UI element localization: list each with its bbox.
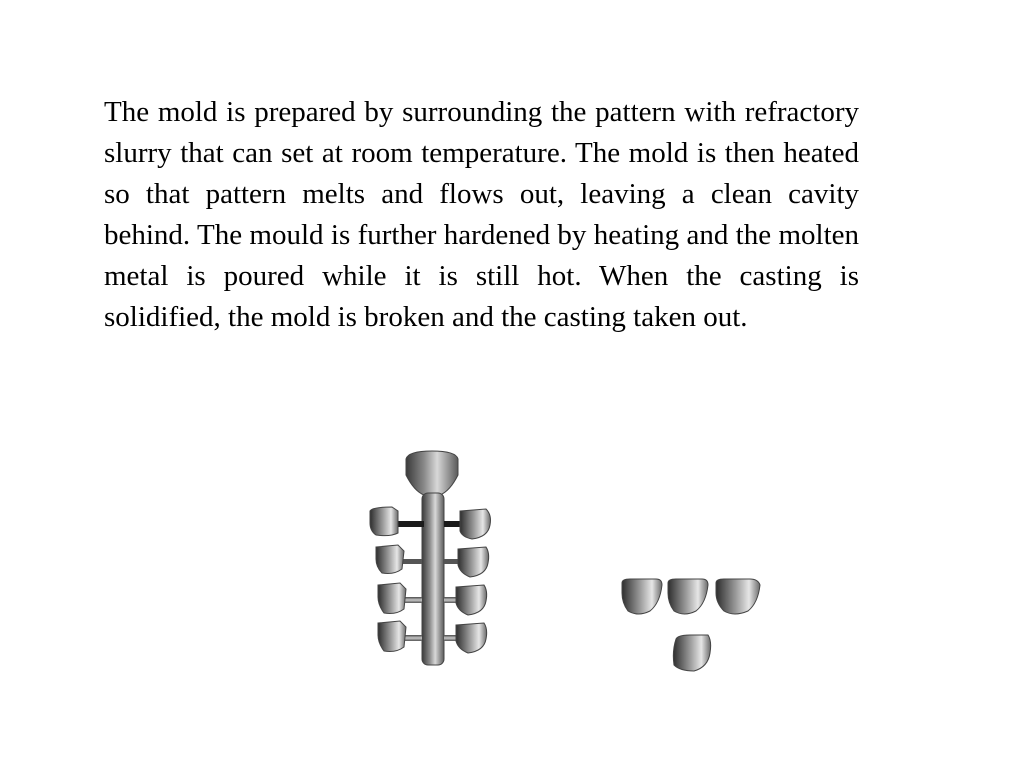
casting-tree-icon [370, 451, 491, 665]
separated-part-1 [622, 579, 662, 614]
casting-diagram [360, 445, 780, 680]
tree-part-left-3 [378, 583, 422, 614]
separated-castings-icon [622, 579, 760, 671]
separated-part-4 [673, 635, 710, 671]
tree-part-right-1 [444, 509, 491, 539]
tree-part-right-2 [444, 547, 489, 577]
tree-part-right-4 [444, 623, 487, 653]
separated-part-3 [716, 579, 760, 614]
separated-part-2 [668, 579, 708, 614]
tree-part-left-4 [378, 621, 422, 652]
tree-part-right-3 [444, 585, 487, 615]
body-paragraph: The mold is prepared by surrounding the pattern with refractory slurry that can set at room temperature. The mold is then heated so that pattern melts and flows out, leaving a clean cavity behind. The mould is further hardened by heating and the molten metal is poured while it is still hot. When the casting is solidified, the mold is broken and the casting taken out. [104, 96, 859, 333]
tree-part-left-1 [370, 507, 424, 536]
tree-part-left-2 [376, 545, 422, 574]
casting-illustration [360, 445, 780, 680]
